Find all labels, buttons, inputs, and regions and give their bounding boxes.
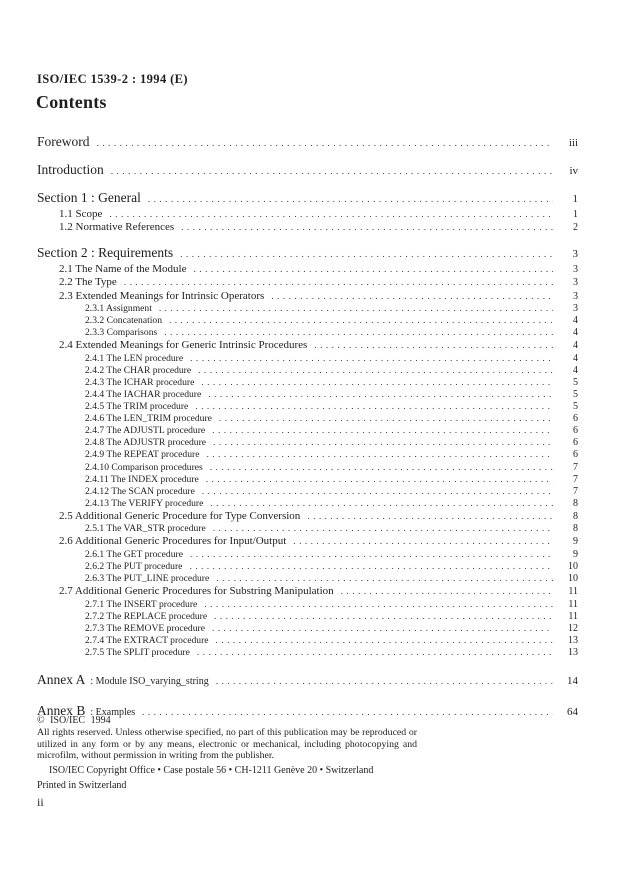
toc-leader-dots	[194, 264, 554, 276]
toc-leader-dots	[212, 623, 553, 635]
toc-leader-dots	[206, 474, 553, 486]
toc-leader-dots	[210, 462, 553, 474]
toc-entry-page: 3	[573, 263, 578, 275]
toc-entry-page: iii	[568, 137, 578, 149]
toc-leader-dots	[190, 549, 553, 561]
toc-entry-label: 2.6.2 The PUT procedure	[85, 560, 183, 572]
toc-entry	[37, 327, 578, 339]
toc-entry-label: 2.6 Additional Generic Procedures for Input/Output	[59, 535, 287, 548]
toc-entry-label: 2.3 Extended Meanings for Intrinsic Operators	[59, 289, 265, 302]
toc-entry	[37, 263, 578, 276]
toc-entry-page: 6	[573, 449, 578, 461]
toc-leader-dots	[189, 561, 553, 573]
toc-leader-dots	[142, 705, 553, 721]
toc-leader-dots	[271, 291, 553, 303]
toc-entry-label: 2.7.5 The SPLIT procedure	[85, 646, 190, 658]
toc-leader-dots	[208, 389, 553, 401]
toc-entry-label: 2.3.2 Concatenation	[85, 315, 162, 327]
toc-leader-dots	[159, 303, 553, 315]
toc-entry-label: 2.4.2 The CHAR procedure	[85, 364, 192, 376]
copyright-line: © ISO/IEC 1994	[37, 715, 111, 726]
toc-entry	[37, 245, 578, 263]
publisher-address: ISO/IEC Copyright Office • Case postale 56 • CH-1211 Genève 20 • Switzerland	[49, 765, 374, 776]
document-reference-header: ISO/IEC 1539-2 : 1994 (E)	[37, 72, 188, 86]
toc-entry-page: 2	[573, 222, 578, 234]
toc-entry-page: 7	[573, 485, 578, 497]
toc-entry-sublabel: : Examples	[90, 707, 136, 718]
toc-entry-label: 2.4.7 The ADJUSTL procedure	[85, 425, 206, 437]
toc-entry-page: 1	[573, 209, 578, 220]
toc-entry	[37, 353, 578, 365]
toc-leader-dots	[169, 315, 553, 327]
toc-entry	[37, 498, 578, 510]
page-number: ii	[37, 795, 44, 809]
toc-entry-page: iv	[569, 165, 578, 177]
toc-entry	[37, 599, 578, 611]
toc-entry	[37, 486, 578, 498]
toc-entry-label: 1.2 Normative References	[59, 221, 175, 234]
toc-leader-dots	[111, 164, 553, 180]
toc-leader-dots	[216, 573, 553, 585]
toc-entry-label: 2.4.12 The SCAN procedure	[85, 485, 195, 497]
toc-entry	[37, 573, 578, 585]
toc-entry	[37, 134, 578, 152]
toc-entry-page: 10	[568, 573, 578, 585]
toc-entry-page: 4	[573, 315, 578, 327]
toc-entry-page: 5	[573, 401, 578, 413]
toc-entry-page: 7	[573, 473, 578, 485]
toc-entry	[37, 365, 578, 377]
toc-entry	[37, 437, 578, 449]
toc-leader-dots	[148, 192, 553, 208]
toc-entry-page: 11	[568, 598, 578, 610]
toc-entry-label: 2.4.3 The ICHAR procedure	[85, 376, 195, 388]
toc-leader-dots	[201, 377, 553, 389]
toc-leader-dots	[204, 599, 553, 611]
toc-leader-dots	[195, 401, 553, 413]
toc-leader-dots	[213, 523, 553, 535]
toc-entry-page: 13	[568, 634, 578, 646]
toc-entry	[37, 290, 578, 303]
toc-leader-dots	[216, 635, 553, 647]
toc-entry-label: 2.4.4 The IACHAR procedure	[85, 389, 202, 400]
toc-entry-label: 2.2 The Type	[59, 276, 117, 289]
toc-entry	[37, 208, 578, 221]
toc-entry-label: Section 2 : Requirements	[37, 244, 174, 260]
toc-entry-page: 4	[573, 327, 578, 339]
toc-entry-page: 11	[568, 610, 578, 622]
toc-entry	[37, 611, 578, 623]
toc-entry-page: 3	[572, 247, 578, 260]
toc-entry-label: 2.5.1 The VAR_STR procedure	[85, 523, 206, 535]
toc-entry	[37, 221, 578, 234]
toc-entry	[37, 276, 578, 289]
toc-entry-sublabel: : Module ISO_varying_string	[90, 676, 209, 687]
toc-entry-page: 7	[573, 461, 578, 473]
toc-entry-page: 3	[573, 303, 578, 315]
toc-entry-label: Annex A	[37, 672, 86, 687]
toc-entry-page: 8	[573, 497, 578, 509]
toc-entry-label: 2.7.4 The EXTRACT procedure	[85, 634, 209, 646]
toc-entry-page: 9	[573, 536, 578, 548]
toc-entry	[37, 425, 578, 437]
toc-leader-dots	[124, 277, 553, 289]
toc-entry	[37, 413, 578, 425]
toc-entry	[37, 190, 578, 208]
toc-entry	[37, 535, 578, 548]
toc-entry-label: 2.4.6 The LEN_TRIM procedure	[85, 413, 212, 425]
toc-leader-dots	[164, 327, 553, 339]
toc-entry-label: 2.1 The Name of the Module	[59, 262, 187, 275]
toc-entry-page: 11	[568, 586, 578, 598]
toc-leader-dots	[181, 222, 553, 234]
toc-entry	[37, 462, 578, 474]
toc-entry	[37, 647, 578, 659]
toc-entry-page: 4	[573, 340, 578, 352]
toc-entry-label: 2.7.3 The REMOVE procedure	[85, 622, 205, 634]
toc-entry-page: 5	[573, 376, 578, 388]
toc-entry-page: 1	[572, 193, 578, 205]
toc-entry-page: 3	[573, 277, 578, 289]
toc-entry-label: 2.4.1 The LEN procedure	[85, 352, 184, 364]
toc-entry-label: 2.4.5 The TRIM procedure	[85, 401, 189, 413]
toc-entry	[37, 377, 578, 389]
toc-entry-label: 2.3.1 Assignment	[85, 303, 152, 315]
toc-entry-label: Foreword	[37, 134, 90, 149]
toc-entry	[37, 672, 578, 690]
toc-entry	[37, 315, 578, 327]
toc-entry-page: 5	[573, 389, 578, 400]
toc-entry-label: 2.4 Extended Meanings for Generic Intrinsic Procedures	[59, 339, 308, 352]
toc-entry-page: 6	[573, 425, 578, 437]
toc-leader-dots	[206, 449, 553, 461]
toc-entry-label: Introduction	[37, 162, 104, 177]
toc-entry-label: 2.6.1 The GET procedure	[85, 548, 183, 560]
toc-entry-label: 2.3.3 Comparisons	[85, 327, 158, 339]
toc-entry-label: 2.7.2 The REPLACE procedure	[85, 610, 208, 622]
toc-leader-dots	[293, 536, 553, 548]
toc-entry-label: Annex B	[37, 703, 86, 718]
toc-entry-page: 3	[573, 290, 578, 302]
toc-leader-dots	[212, 425, 553, 437]
toc-entry-label: 2.4.10 Comparison procedures	[85, 461, 203, 473]
toc-leader-dots	[210, 498, 553, 510]
toc-entry-page: 4	[573, 352, 578, 364]
printed-in-text: Printed in Switzerland	[37, 780, 127, 791]
toc-leader-dots	[97, 136, 554, 152]
toc-entry	[37, 339, 578, 352]
toc-entry-page: 14	[567, 675, 578, 687]
toc-leader-dots	[307, 511, 553, 523]
toc-entry-page: 4	[573, 364, 578, 376]
toc-entry-label: 2.4.9 The REPEAT procedure	[85, 449, 200, 461]
toc-leader-dots	[314, 340, 553, 352]
toc-entry	[37, 703, 578, 721]
toc-entry-page: 10	[568, 560, 578, 572]
toc-entry-label: 2.4.11 The INDEX procedure	[85, 473, 199, 485]
toc-entry-page: 6	[573, 437, 578, 449]
toc-entry	[37, 474, 578, 486]
toc-entry-page: 12	[568, 622, 578, 634]
toc-leader-dots	[180, 247, 553, 263]
toc-entry	[37, 510, 578, 523]
toc-entry-label: 2.7.1 The INSERT procedure	[85, 598, 198, 610]
toc-entry	[37, 401, 578, 413]
toc-entry-label: 2.6.3 The PUT_LINE procedure	[85, 573, 210, 585]
toc-entry-page: 8	[573, 510, 578, 522]
toc-entry	[37, 449, 578, 461]
toc-leader-dots	[341, 586, 553, 598]
table-of-contents	[37, 124, 578, 721]
toc-entry	[37, 389, 578, 401]
toc-leader-dots	[216, 674, 553, 690]
toc-leader-dots	[190, 353, 553, 365]
toc-leader-dots	[219, 413, 553, 425]
toc-entry-label: 1.1 Scope	[59, 208, 103, 220]
toc-entry-page: 8	[573, 523, 578, 535]
toc-entry	[37, 549, 578, 561]
toc-entry	[37, 623, 578, 635]
rights-reserved-text: All rights reserved. Unless otherwise specified, no part of this publication may be reproduced or utilized in any form or by any means, electronic or mechanical, including photocopying and microfilm, without permission in writing from the publisher.	[37, 727, 417, 762]
toc-entry-label: 2.7 Additional Generic Procedures for Substring Manipulation	[59, 585, 334, 598]
toc-entry	[37, 523, 578, 535]
toc-entry	[37, 303, 578, 315]
toc-leader-dots	[213, 437, 553, 449]
toc-leader-dots	[202, 486, 553, 498]
toc-entry	[37, 561, 578, 573]
toc-leader-dots	[214, 611, 553, 623]
toc-entry	[37, 162, 578, 180]
toc-leader-dots	[198, 365, 553, 377]
toc-entry-page: 6	[573, 413, 578, 425]
toc-entry-page: 13	[568, 646, 578, 658]
toc-entry-page: 9	[573, 548, 578, 560]
toc-leader-dots	[109, 209, 553, 221]
toc-entry-page: 64	[567, 706, 578, 718]
toc-entry-label: 2.5 Additional Generic Procedure for Type Conversion	[59, 509, 301, 522]
toc-entry-label: 2.4.13 The VERIFY procedure	[85, 497, 204, 509]
toc-entry	[37, 635, 578, 647]
page-title: Contents	[36, 92, 107, 112]
toc-entry-label: Section 1 : General	[37, 190, 141, 205]
toc-entry	[37, 585, 578, 598]
toc-entry-label: 2.4.8 The ADJUSTR procedure	[85, 437, 207, 449]
toc-leader-dots	[197, 647, 553, 659]
